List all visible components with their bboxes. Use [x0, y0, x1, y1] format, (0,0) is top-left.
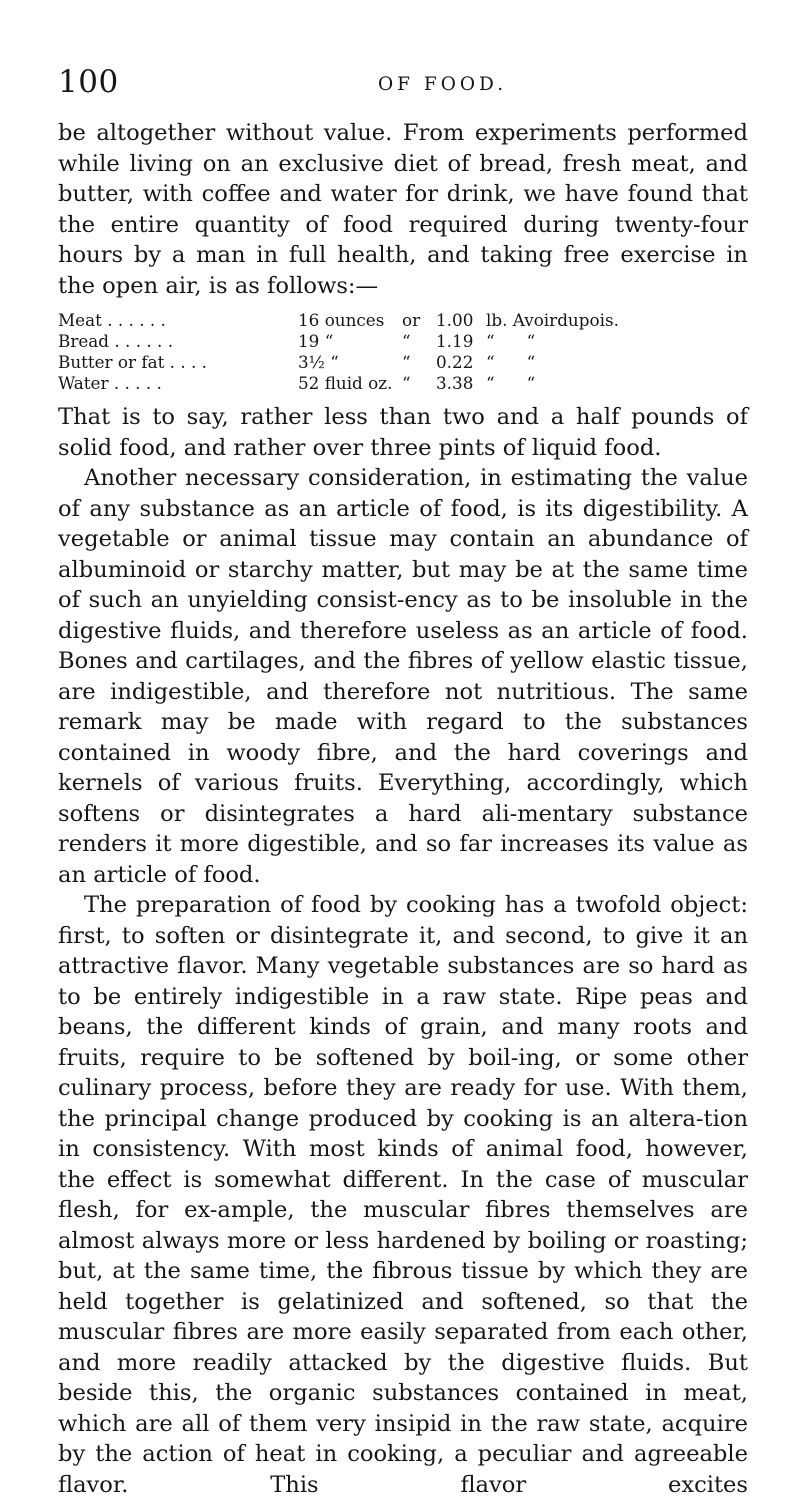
weight-unit: “ “ — [486, 352, 536, 372]
food-item: Bread . . . . . . — [58, 331, 174, 351]
table-row — [58, 310, 619, 331]
table-row — [58, 352, 619, 373]
paragraph-cooking: The preparation of food by cooking has a twofold object: first, to soften or disintegrate it, and second, to give it an attractive flavor. Many vegetable substances are so hard as to be entirely indigestible in a raw state. Ripe peas and beans, the different kinds of grain, and many roots and fruits, require to be softened by boil-ing, or some other culinary process, before they are ready for use. With them, the principal change produced by cooking is an altera-tion in consistency. With most kinds of animal food, however, the effect is somewhat different. In the case of muscular flesh, for ex-ample, the muscular fibres themselves are almost always more or less hardened by boiling or roasting; but, at the same time, the fibrous tissue by which they are held together is gelatinized and softened, so that the muscular fibres are more easily separated from each other, and more readily attacked by the digestive fluids. But beside this, the organic substances contained in meat, which are all of them very insipid in the raw state, acquire by the action of heat in cooking, a peculiar and agreeable flavor. This flavor excites — [58, 892, 748, 1498]
conjunction: or — [402, 310, 421, 330]
weight-value: 0.22 — [436, 352, 474, 372]
table-row — [58, 331, 619, 352]
daily-ration-table — [58, 310, 619, 394]
food-amount: 52 fluid oz. — [298, 373, 393, 393]
opening-paragraph: be altogether without value. From experiments performed while living on an exclusive diet of bread, fresh meat, and butter, with coffee and water for drink, we have found that the entire quantity of food required during twenty-four hours by a man in full health, and taking free exercise in the open air, is as follows:— — [58, 120, 748, 299]
running-head: OF FOOD. — [378, 74, 508, 95]
food-item: Water . . . . . — [58, 373, 162, 393]
food-amount: 3½ “ — [298, 352, 339, 372]
weight-unit: “ “ — [486, 331, 536, 351]
paragraph-digestibility: Another necessary consideration, in estimating the value of any substance as an article of food, is its digestibility. A vegetable or animal tissue may contain an abundance of albuminoid or starchy matter, but may be at the same time of such an unyielding consist-ency as to be insoluble in the digestive fluids, and therefore useless as an article of food. Bones and cartilages, and the fibres of yellow elastic tissue, are indigestible, and therefore not nutritious. The same remark may be made with regard to the substances contained in woody fibre, and the hard coverings and kernels of various fruits. Everything, accordingly, which softens or disintegrates a hard ali-mentary substance renders it more digestible, and so far increases its value as an article of food. — [58, 465, 748, 888]
food-amount: 16 ounces — [298, 310, 385, 330]
weight-unit: “ “ — [486, 373, 536, 393]
paragraph-summary: That is to say, rather less than two and a half pounds of solid food, and rather over three pints of liquid food. — [58, 404, 748, 461]
page-number: 100 — [58, 64, 119, 100]
weight-value: 1.00 — [436, 310, 474, 330]
weight-value: 1.19 — [436, 331, 474, 351]
conjunction: “ — [402, 331, 411, 351]
food-item: Butter or fat . . . . — [58, 352, 208, 372]
conjunction: “ — [402, 373, 411, 393]
table-row — [58, 373, 619, 394]
page-header — [58, 62, 748, 102]
food-amount: 19 “ — [298, 331, 334, 351]
weight-unit: lb. Avoirdupois. — [486, 310, 619, 330]
weight-value: 3.38 — [436, 373, 474, 393]
food-item: Meat . . . . . . — [58, 310, 166, 330]
conjunction: “ — [402, 352, 411, 372]
body-text — [58, 118, 748, 1500]
